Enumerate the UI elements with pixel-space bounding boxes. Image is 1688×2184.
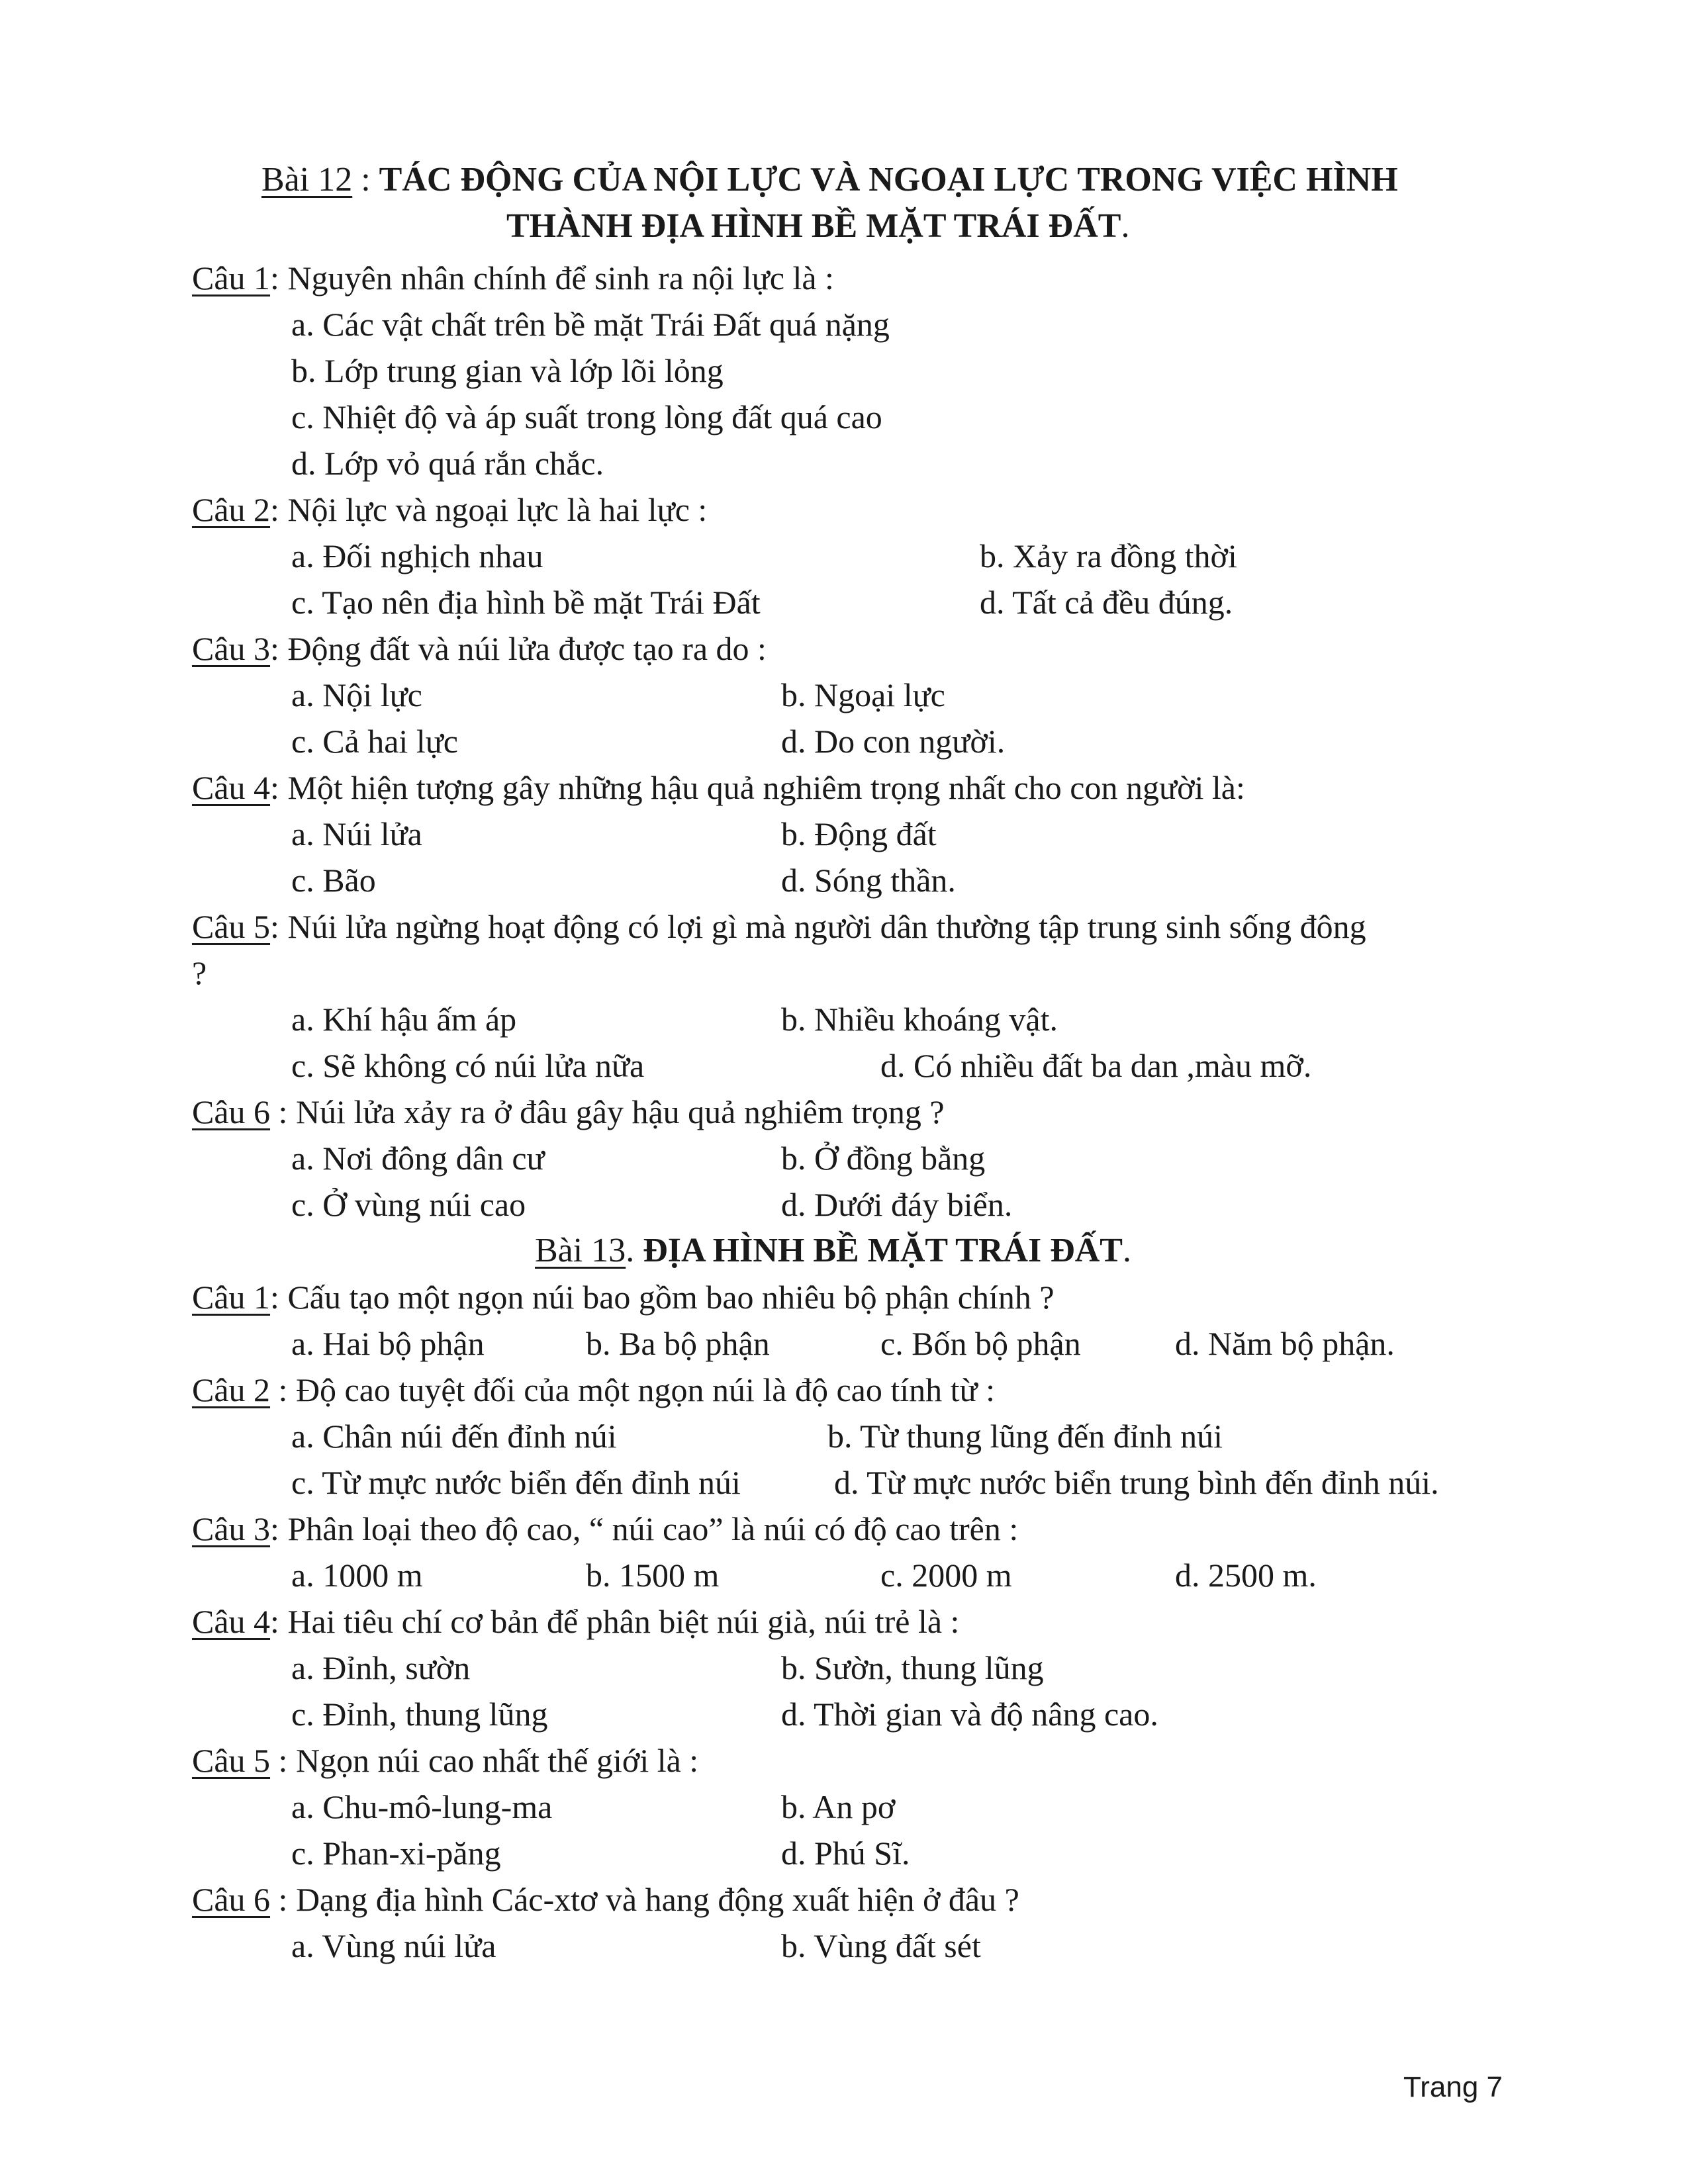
lesson13-q5: [192, 1741, 698, 1780]
lesson12-q5: [192, 907, 1366, 946]
question-label: Câu 6: [192, 1093, 271, 1130]
option-c: c. Cả hai lực: [291, 723, 459, 760]
option-c: c. Ở vùng núi cao: [291, 1186, 526, 1223]
option-d: d. Sóng thần.: [781, 862, 956, 899]
option-b: b. Nhiều khoáng vật.: [781, 1001, 1058, 1038]
question-text-cont: ?: [192, 954, 207, 991]
option-a: a. Khí hậu ấm áp: [291, 1001, 517, 1038]
question-text: : Nội lực và ngoại lực là hai lực :: [270, 491, 708, 528]
option-b: b. 1500 m: [586, 1557, 720, 1594]
option-b: b. Ở đồng bằng: [781, 1140, 986, 1177]
question-label: Câu 4: [192, 769, 271, 806]
option-b: b. Ba bộ phận: [586, 1325, 770, 1362]
option-a: a. Các vật chất trên bề mặt Trái Đất quá nặng: [291, 306, 890, 343]
option-a: a. Đỉnh, sườn: [291, 1649, 471, 1686]
lesson13-q6: [192, 1880, 1019, 1919]
option-b: b. Vùng đất sét: [781, 1927, 981, 1964]
question-text: : Ngọn núi cao nhất thế giới là :: [270, 1742, 699, 1779]
lesson13-q4: [192, 1602, 959, 1641]
option-d: d. Có nhiều đất ba dan ,màu mỡ.: [880, 1047, 1312, 1084]
lesson12-heading-cont: THÀNH ĐỊA HÌNH BỀ MẶT TRÁI ĐẤT.: [506, 207, 1130, 245]
option-c: c. Phan-xi-păng: [291, 1835, 501, 1872]
question-label: Câu 5: [192, 908, 271, 945]
question-text: : Một hiện tượng gây những hậu quả nghiêm trọng nhất cho con người là:: [270, 769, 1245, 806]
question-text: : Động đất và núi lửa được tạo ra do :: [270, 630, 767, 667]
question-text: : Hai tiêu chí cơ bản để phân biệt núi già, núi trẻ là :: [270, 1603, 960, 1640]
question-text: : Dạng địa hình Các-xtơ và hang động xuất hiện ở đâu ?: [270, 1881, 1019, 1918]
lesson12-title-line2: THÀNH ĐỊA HÌNH BỀ MẶT TRÁI ĐẤT: [506, 207, 1121, 245]
option-b: b. Ngoại lực: [781, 676, 945, 713]
lesson12-q4: [192, 768, 1245, 807]
question-label: Câu 5: [192, 1742, 271, 1779]
question-label: Câu 3: [192, 630, 271, 667]
option-b: b. Từ thung lũng đến đỉnh núi: [827, 1418, 1223, 1455]
option-a: a. Nội lực: [291, 676, 422, 713]
lesson13-title: ĐỊA HÌNH BỀ MẶT TRÁI ĐẤT: [643, 1232, 1123, 1269]
option-b: b. Lớp trung gian và lớp lõi lỏng: [291, 352, 724, 389]
question-text: : Độ cao tuyệt đối của một ngọn núi là độ cao tính từ :: [270, 1371, 995, 1408]
option-b: b. Động đất: [781, 815, 937, 852]
lesson12-heading: Bài 12 : TÁC ĐỘNG CỦA NỘI LỰC VÀ NGOẠI LỰC TRONG VIỆC HÌNH: [261, 161, 1398, 199]
question-text: : Núi lửa xảy ra ở đâu gây hậu quả nghiêm trọng ?: [270, 1093, 945, 1130]
option-d: d. Dưới đáy biển.: [781, 1186, 1013, 1223]
lesson12-q1: [192, 258, 834, 298]
question-label: Câu 1: [192, 1279, 271, 1316]
option-c: c. Đỉnh, thung lũng: [291, 1696, 548, 1733]
question-label: Câu 6: [192, 1881, 271, 1918]
option-a: a. Vùng núi lửa: [291, 1927, 496, 1964]
lesson13-q3: [192, 1509, 1018, 1549]
lesson12-label: Bài 12: [261, 161, 353, 199]
option-c: c. Từ mực nước biển đến đỉnh núi: [291, 1464, 741, 1501]
page-number: Trang 7: [1403, 2071, 1503, 2103]
lesson12-q6: [192, 1092, 945, 1132]
option-a: a. 1000 m: [291, 1557, 423, 1594]
option-b: b. Sườn, thung lũng: [781, 1649, 1044, 1686]
option-a: a. Chân núi đến đỉnh núi: [291, 1418, 617, 1455]
option-d: d. 2500 m.: [1175, 1557, 1317, 1594]
lesson13-label: Bài 13: [535, 1232, 626, 1269]
option-a: a. Nơi đông dân cư: [291, 1140, 545, 1177]
lesson12-q2: [192, 490, 707, 529]
option-b: b. Xảy ra đồng thời: [980, 537, 1237, 574]
question-text: : Nguyên nhân chính để sinh ra nội lực là :: [270, 259, 834, 296]
option-c: c. Sẽ không có núi lửa nữa: [291, 1047, 645, 1084]
option-a: a. Hai bộ phận: [291, 1325, 485, 1362]
option-d: d. Tất cả đều đúng.: [980, 584, 1233, 621]
option-a: a. Chu-mô-lung-ma: [291, 1788, 553, 1825]
question-label: Câu 3: [192, 1510, 271, 1547]
option-b: b. An pơ: [781, 1788, 896, 1825]
question-label: Câu 1: [192, 259, 271, 296]
option-a: a. Núi lửa: [291, 815, 422, 852]
option-c: c. Bốn bộ phận: [880, 1325, 1081, 1362]
question-text: : Cấu tạo một ngọn núi bao gồm bao nhiêu bộ phận chính ?: [270, 1279, 1055, 1316]
question-label: Câu 2: [192, 1371, 271, 1408]
question-label: Câu 4: [192, 1603, 271, 1640]
option-d: d. Thời gian và độ nâng cao.: [781, 1696, 1158, 1733]
question-text: : Phân loại theo độ cao, “ núi cao” là núi có độ cao trên :: [270, 1510, 1019, 1547]
option-d: d. Năm bộ phận.: [1175, 1325, 1395, 1362]
lesson13-q1: [192, 1277, 1055, 1317]
option-c: c. 2000 m: [880, 1557, 1012, 1594]
lesson12-q3: [192, 629, 767, 668]
option-d: d. Lớp vỏ quá rắn chắc.: [291, 445, 604, 482]
lesson13-heading: Bài 13. ĐỊA HÌNH BỀ MẶT TRÁI ĐẤT.: [535, 1232, 1131, 1269]
option-a: a. Đối nghịch nhau: [291, 537, 543, 574]
question-label: Câu 2: [192, 491, 271, 528]
option-d: d. Phú Sĩ.: [781, 1835, 910, 1872]
option-c: c. Nhiệt độ và áp suất trong lòng đất quá cao: [291, 398, 882, 435]
option-d: d. Từ mực nước biển trung bình đến đỉnh núi.: [834, 1464, 1439, 1501]
option-c: c. Tạo nên địa hình bề mặt Trái Đất: [291, 584, 761, 621]
question-text: : Núi lửa ngừng hoạt động có lợi gì mà người dân thường tập trung sinh sống đông: [270, 908, 1366, 945]
option-c: c. Bão: [291, 862, 376, 899]
lesson13-q2: [192, 1370, 995, 1410]
option-d: d. Do con người.: [781, 723, 1006, 760]
lesson12-title-line1: TÁC ĐỘNG CỦA NỘI LỰC VÀ NGOẠI LỰC TRONG VIỆC HÌNH: [379, 161, 1398, 199]
